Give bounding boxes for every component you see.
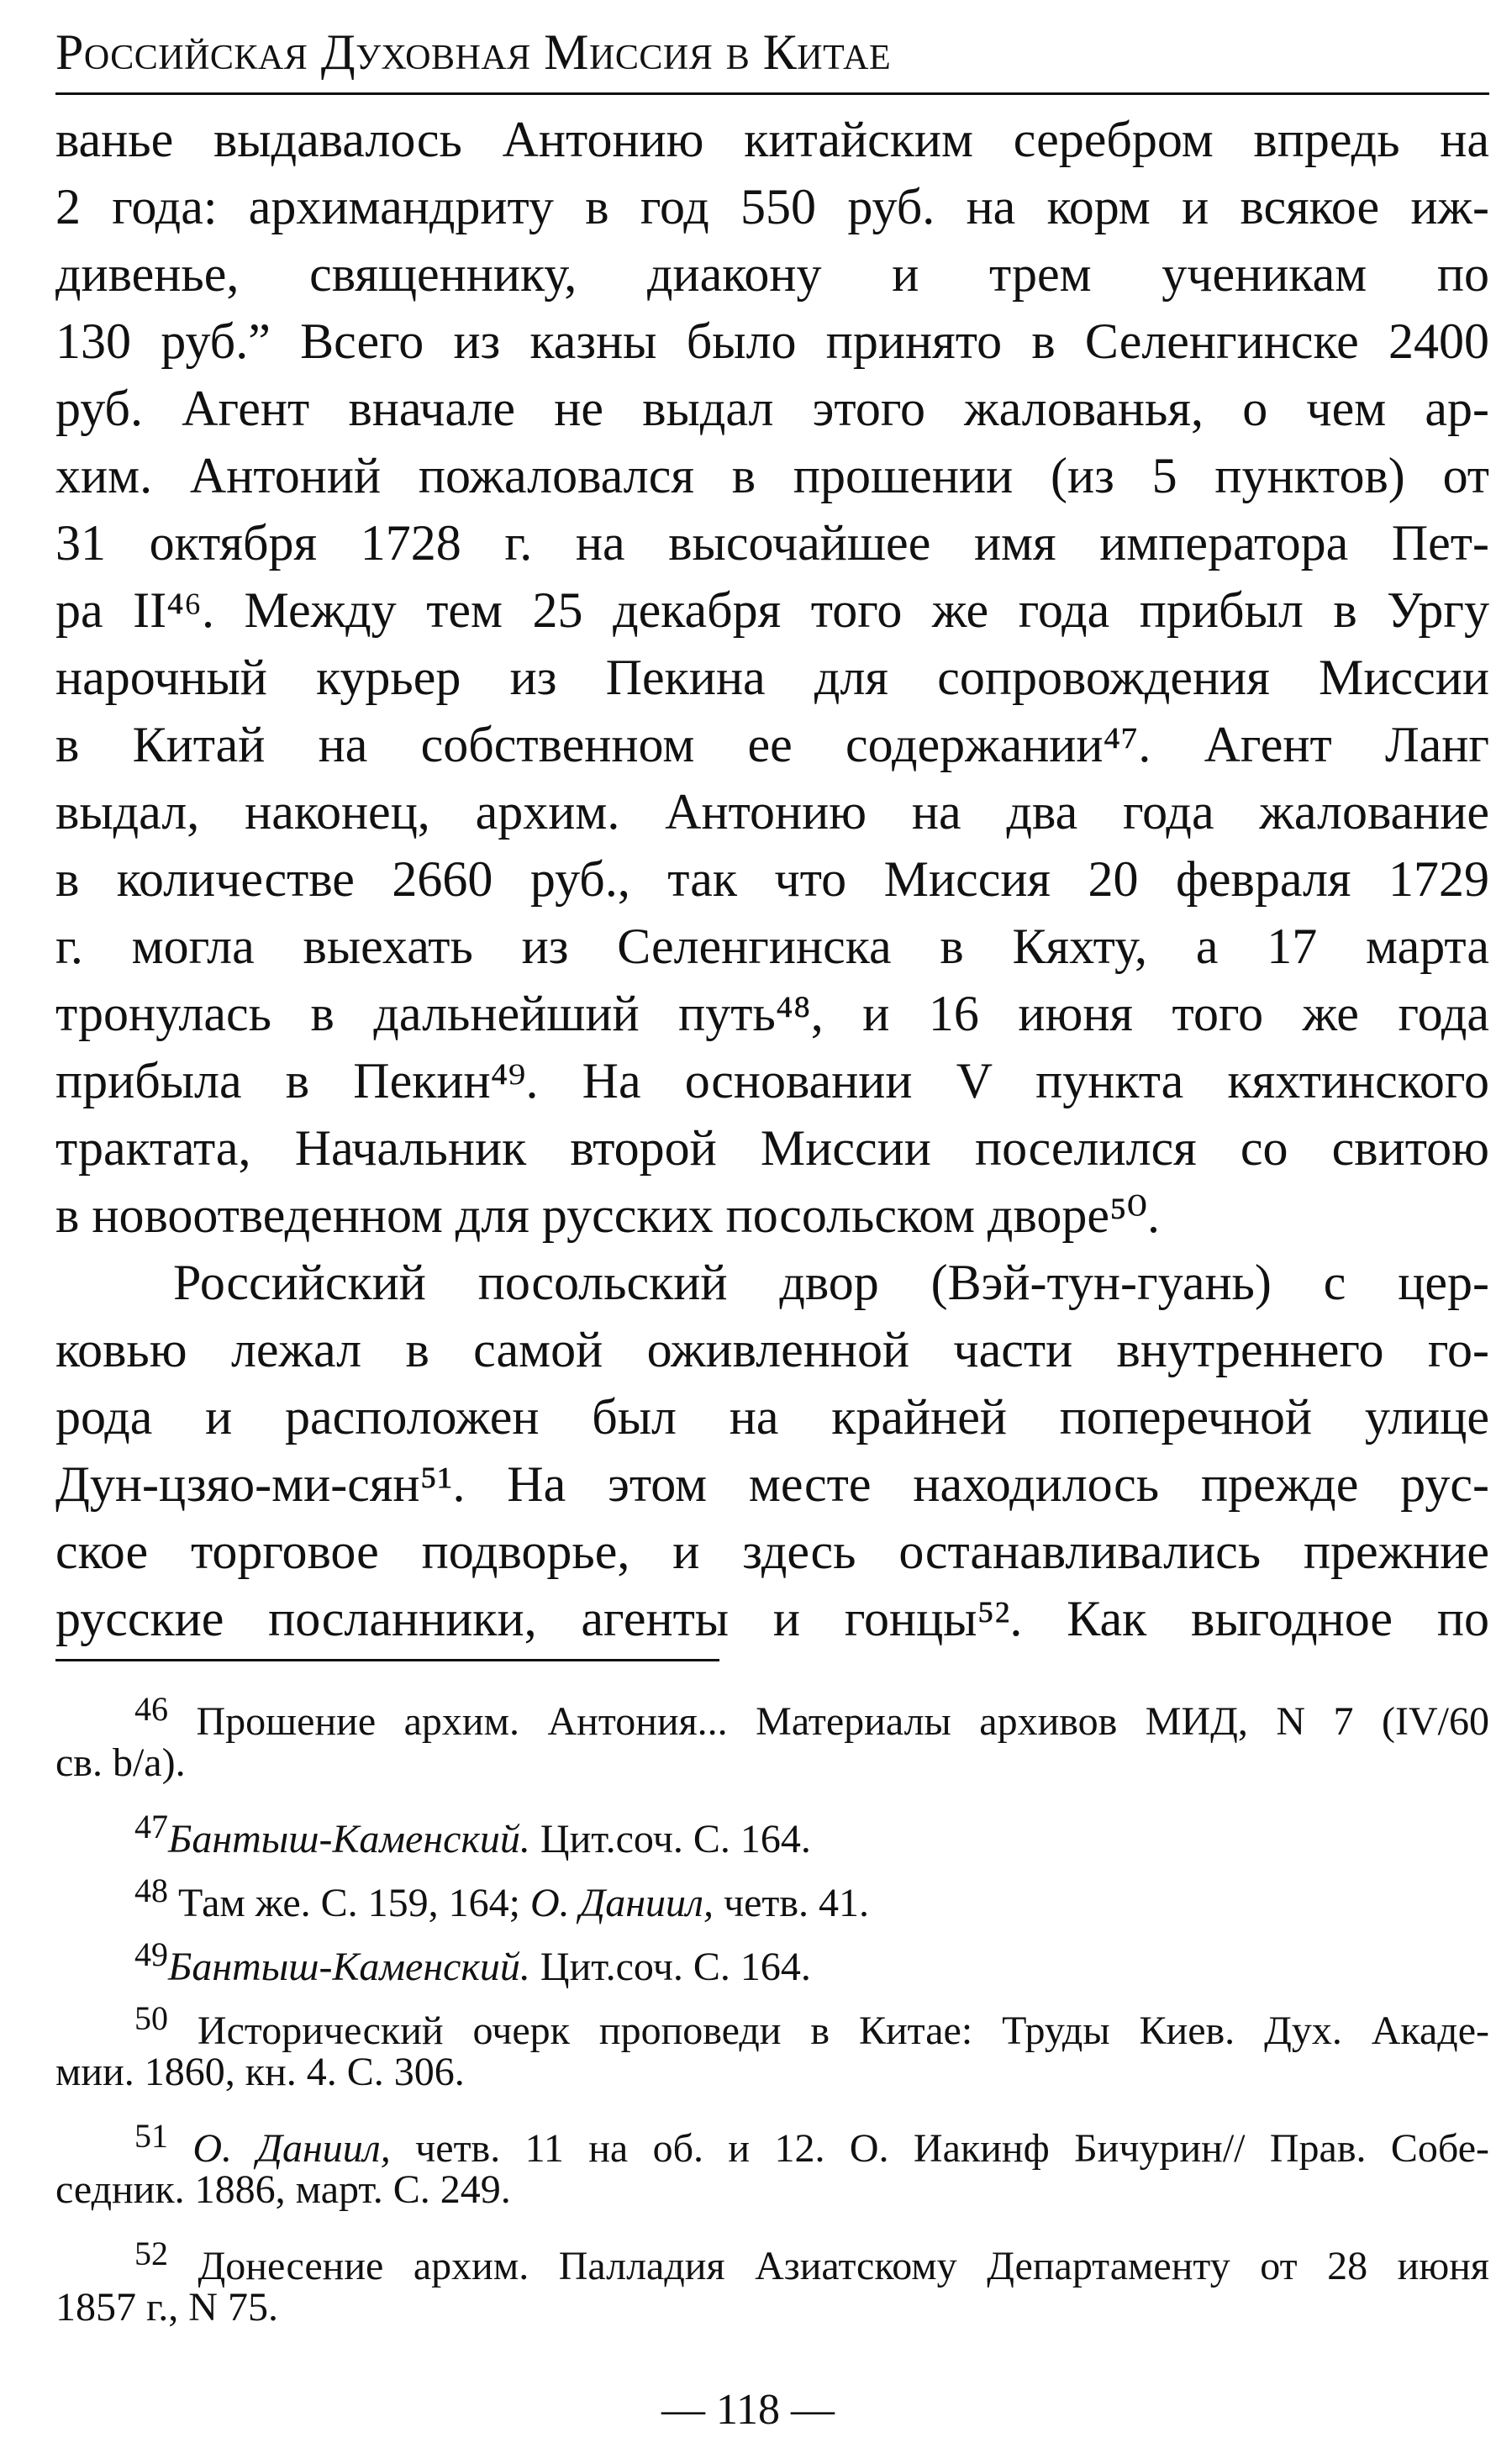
footnote-49: [55, 1928, 1489, 1989]
body-line: ра II⁴⁶. Между тем 25 декабря того же года прибыл в Ургу: [55, 582, 1489, 638]
body-line: 130 руб.” Всего из казны было принято в Селенгинске 2400: [55, 313, 1489, 369]
footnote-number: 52: [134, 2235, 168, 2272]
body-line: рода и расположен был на крайней поперечной улице: [55, 1389, 1489, 1445]
body-line: хим. Антоний пожаловался в прошении (из 5 пунктов) от: [55, 448, 1489, 503]
footnote-46-line-2: св. b/a).: [55, 1740, 186, 1785]
footnote-number: 46: [134, 1690, 168, 1728]
footnote-text: Исторический очерк проповеди в Китае: Труды Киев. Дух. Акаде-: [197, 2009, 1490, 2053]
body-line: г. могла выехать из Селенгинска в Кяхту, а 17 марта: [55, 919, 1489, 974]
footnote-50-line-2: мии. 1860, кн. 4. С. 306.: [55, 2050, 465, 2094]
footnote-52-line-1: [55, 2227, 1489, 2288]
body-line: 31 октября 1728 г. на высочайшее имя императора Пет-: [55, 515, 1489, 571]
page-number: — 118 —: [661, 2386, 835, 2434]
footnote-number: 48: [134, 1872, 168, 1909]
footnote-author: Бантыш-Каменский.: [168, 1817, 530, 1861]
body-line: ванье выдавалось Антонию китайским серебром впредь на: [55, 112, 1489, 167]
footnote-author: О. Даниил,: [530, 1881, 714, 1925]
footnotes: [55, 1682, 1489, 2335]
footnote-text: Цит.соч. С. 164.: [540, 1817, 811, 1861]
body-line: Дун-цзяо-ми-сян⁵¹. На этом месте находилось прежде рус-: [55, 1456, 1489, 1512]
footnote-text: Прошение архим. Антония... Материалы архивов МИД, N 7 (IV/60: [196, 1699, 1490, 1744]
footnote-51-line-1: [55, 2109, 1490, 2171]
footnote-number: 49: [134, 1935, 168, 1973]
body-line: нарочный курьер из Пекина для сопровождения Миссии: [55, 650, 1489, 705]
body-line: дивенье, священнику, диакону и трем ученикам по: [55, 246, 1489, 302]
body-line: в новоотведенном для русских посольском дворе⁵⁰.: [55, 1187, 1160, 1243]
body-line: ковью лежал в самой оживленной части внутреннего го-: [55, 1322, 1489, 1377]
body-line: русские посланники, агенты и гонцы⁵². Как выгодное по: [55, 1591, 1489, 1646]
footnote-rule: [55, 1659, 719, 1661]
running-head: Российская Духовная Миссия в Китае: [55, 24, 892, 80]
body-line: выдал, наконец, архим. Антонию на два года жалование: [55, 784, 1489, 840]
body-line: прибыла в Пекин⁴⁹. На основании V пункта кяхтинского: [55, 1053, 1489, 1108]
body-text: [55, 106, 1489, 1652]
running-head-rule: [55, 92, 1489, 95]
footnote-50-line-1: [55, 1992, 1490, 2053]
footnote-46-line-1: [55, 1682, 1490, 1744]
footnote-author: О. Даниил,: [192, 2126, 391, 2171]
footnote-51-line-2: седник. 1886, март. С. 249.: [55, 2167, 511, 2212]
footnote-author: Бантыш-Каменский.: [168, 1945, 530, 1989]
body-line: в Китай на собственном ее содержании⁴⁷. Агент Ланг: [55, 717, 1489, 772]
body-line: тронулась в дальнейший путь⁴⁸, и 16 июня того же года: [55, 986, 1489, 1041]
body-line: руб. Агент вначале не выдал этого жалованья, о чем ар-: [55, 381, 1489, 436]
body-line: 2 года: архимандриту в год 550 руб. на корм и всякое иж-: [55, 179, 1489, 234]
body-line: в количестве 2660 руб., так что Миссия 20 февраля 1729: [55, 851, 1489, 907]
footnote-lead: Там же. С. 159, 164;: [178, 1881, 520, 1925]
body-line: Российский посольский двор (Вэй-тун-гуань) с цер-: [173, 1255, 1489, 1310]
footnote-48: [55, 1864, 1489, 1925]
footnote-number: 50: [134, 1999, 168, 2037]
body-line: ское торговое подворье, и здесь останавливались прежние: [55, 1524, 1489, 1579]
body-line: трактата, Начальник второй Миссии поселился со свитою: [55, 1120, 1489, 1176]
footnote-number: 47: [134, 1808, 168, 1845]
footnote-52-line-2: 1857 г., N 75.: [55, 2285, 278, 2330]
footnote-text: четв. 11 на об. и 12. О. Иакинф Бичурин// Прав. Собе-: [415, 2126, 1490, 2171]
footnote-text: четв. 41.: [723, 1881, 870, 1925]
footnote-text: Донесение архим. Палладия Азиатскому Департаменту от 28 июня: [198, 2244, 1489, 2288]
footnote-47: [55, 1800, 1489, 1861]
footnote-text: Цит.соч. С. 164.: [540, 1945, 811, 1989]
footnote-number: 51: [134, 2117, 168, 2155]
